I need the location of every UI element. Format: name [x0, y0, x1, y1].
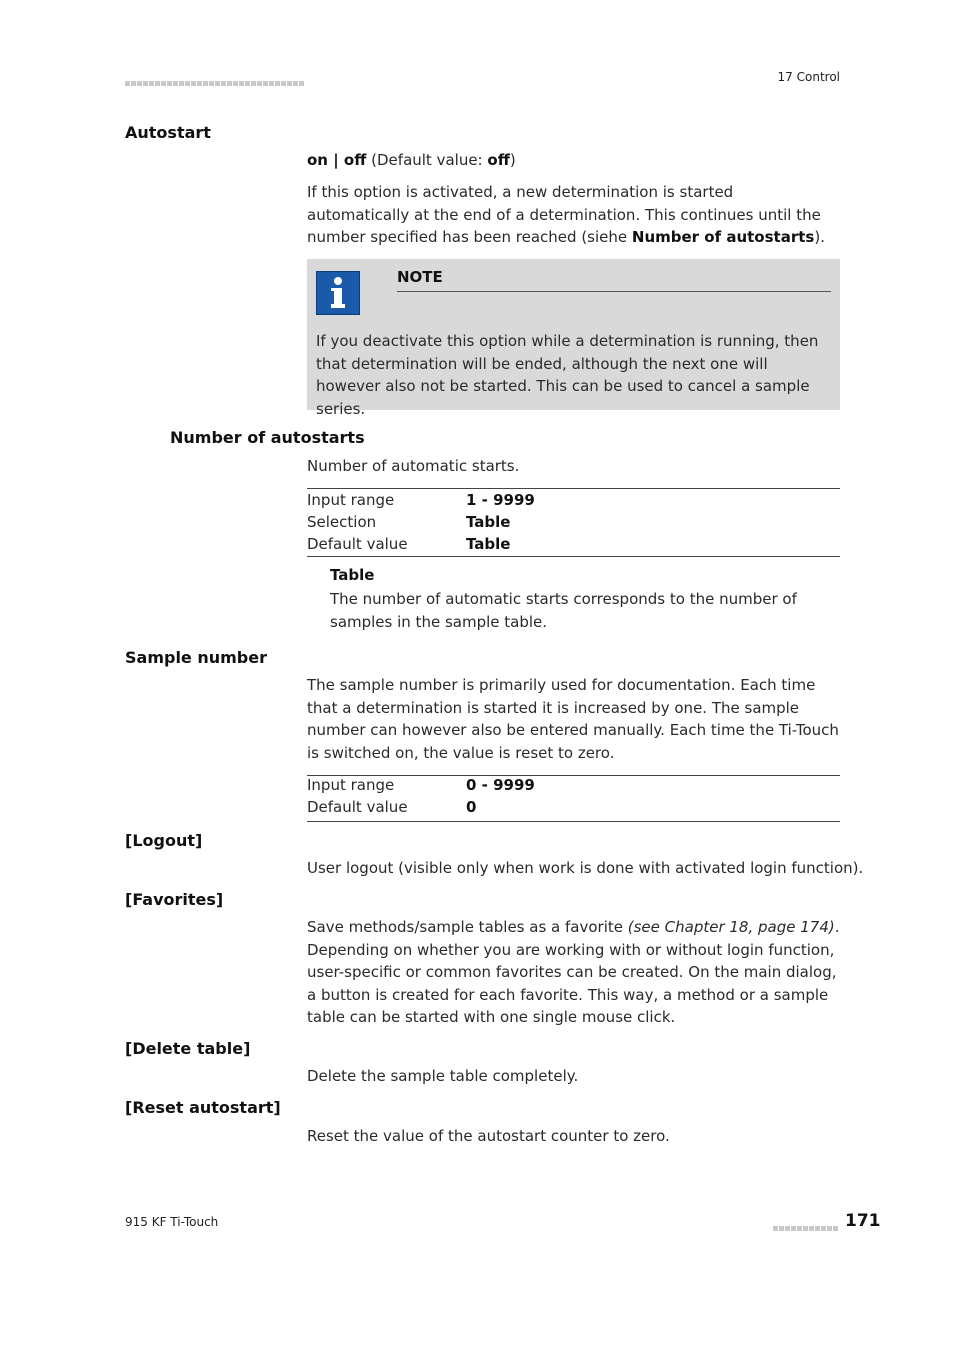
favorites-description [307, 916, 840, 1029]
favorites-chapter-link[interactable]: (see Chapter 18, page 174) [627, 918, 835, 936]
page-number: 171 [845, 1211, 881, 1231]
favorites-heading: [Favorites] [125, 890, 224, 909]
number-of-autostarts-heading: Number of autostarts [170, 428, 365, 447]
autostart-desc-end: ). [814, 228, 825, 246]
param-label: Input range [307, 776, 395, 794]
default-suffix: ) [509, 151, 516, 169]
delete-table-description: Delete the sample table completely. [307, 1067, 579, 1085]
autostart-desc-reference: Number of autostarts [631, 228, 815, 246]
param-label: Default value [307, 798, 408, 816]
param-value: Table [466, 513, 511, 531]
autostart-heading: Autostart [125, 123, 211, 142]
info-icon [316, 271, 360, 315]
footer-product-name: 915 KF Ti-Touch [125, 1215, 219, 1229]
logout-heading: [Logout] [125, 831, 203, 850]
table-row [307, 489, 840, 511]
option-on: on [307, 151, 328, 169]
param-value: Table [466, 535, 511, 553]
table-option-title: Table [330, 566, 375, 584]
footer-decoration [773, 1218, 839, 1237]
number-of-autostarts-description: Number of automatic starts. [307, 457, 520, 475]
autostarts-parameter-table [307, 489, 840, 555]
sample-number-heading: Sample number [125, 648, 267, 667]
autostart-desc-text: If this option is activated, a new determination is started automatically at the end of a determination. This continues until the number specified has been reached (siehe [307, 183, 821, 246]
logout-description: User logout (visible only when work is done with activated login function). [307, 859, 864, 877]
reset-autostart-heading: [Reset autostart] [125, 1098, 281, 1117]
note-box [307, 259, 840, 418]
table-bottom-rule [307, 556, 840, 557]
sample-number-parameter-table [307, 774, 840, 818]
default-value: off [487, 151, 510, 169]
sample-number-description: The sample number is primarily used for documentation. Each time that a determination is started it is increased by one. The sample number can however also be entered manually. Each time the Ti-Touch is switched on, the value is reset to zero. [307, 676, 839, 762]
favorites-desc-end: . Depending on whether you are working with or without login function, user-specific or common favorites can be created. On the main dialog, a button is created for each favorite. This way, a method or a sample table can be started with one single mouse click. [307, 918, 840, 1026]
favorites-desc-text: Save methods/sample tables as a favorite [307, 918, 628, 936]
delete-table-heading: [Delete table] [125, 1039, 251, 1058]
table-option-description: The number of automatic starts corresponds to the number of samples in the sample table. [330, 590, 797, 631]
table-row [307, 796, 840, 818]
param-value: 0 - 9999 [466, 776, 535, 794]
table-row [307, 774, 840, 796]
autostart-description [307, 181, 840, 249]
header-decoration [125, 73, 305, 92]
table-row [307, 533, 840, 555]
note-title: NOTE [397, 268, 443, 286]
table-row [307, 511, 840, 533]
param-value: 1 - 9999 [466, 491, 535, 509]
note-divider [397, 291, 831, 292]
param-label: Default value [307, 535, 408, 553]
option-separator: | [327, 151, 344, 169]
header-section-title: 17 Control [777, 70, 840, 84]
param-value: 0 [466, 798, 477, 816]
default-prefix: (Default value: [366, 151, 488, 169]
note-text: If you deactivate this option while a determination is running, then that determination will be ended, although the next one will however also not be started. This can be used to cancel a sample series. [316, 332, 819, 418]
table-bottom-rule [307, 821, 840, 822]
reset-autostart-description: Reset the value of the autostart counter to zero. [307, 1127, 670, 1145]
autostart-options [307, 149, 840, 172]
param-label: Selection [307, 513, 377, 531]
option-off: off [343, 151, 367, 169]
param-label: Input range [307, 491, 395, 509]
